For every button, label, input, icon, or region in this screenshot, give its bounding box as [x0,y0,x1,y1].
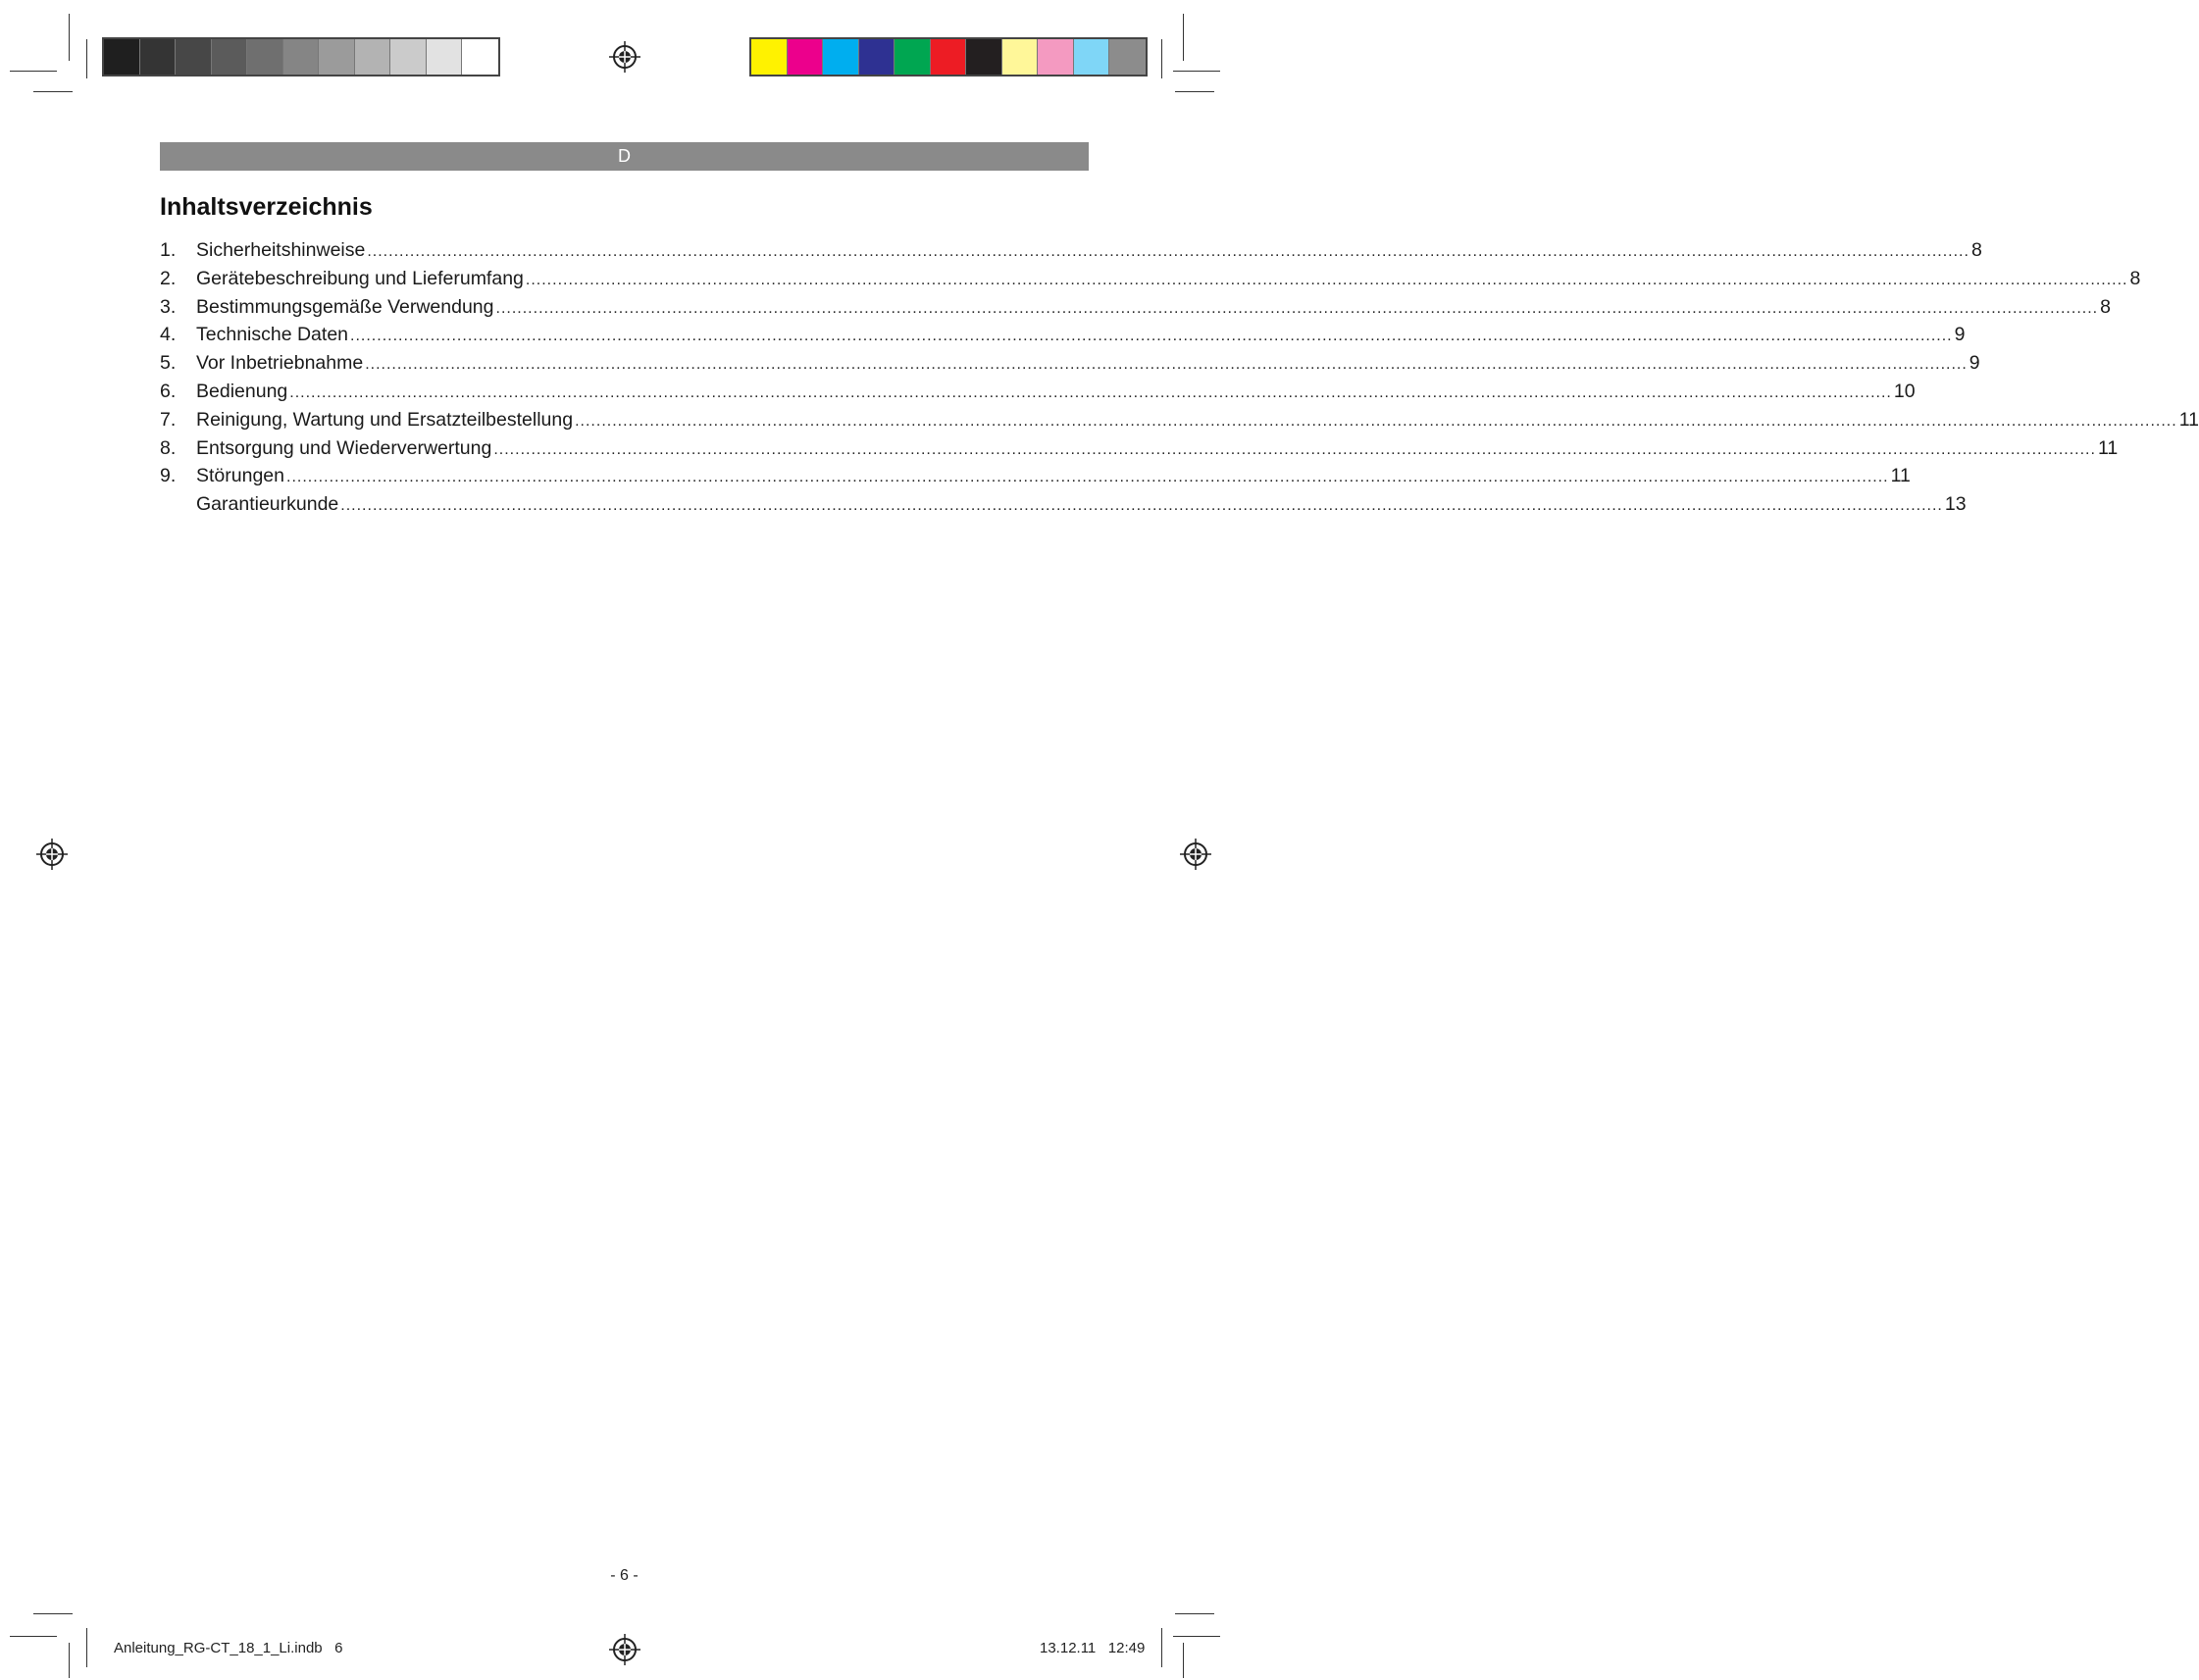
toc-leader-dots: ............................................................................................................................................................................................................................................................................................................ [365,356,1968,374]
color-swatch [859,39,895,75]
crop-mark [33,91,73,92]
color-swatch [104,39,140,75]
crop-mark [1161,1628,1162,1667]
page-number: - 6 - [610,1567,639,1584]
color-swatch [966,39,1002,75]
toc-entry-page: 8 [2129,267,2141,289]
toc-entry-page: 8 [1970,239,1982,261]
color-swatch [895,39,931,75]
color-swatch [176,39,212,75]
toc-entry-page: 9 [1969,352,1980,375]
toc-leader-dots: ............................................................................................................................................................................................................................................................................................................ [525,271,2128,288]
crop-mark [86,1628,87,1667]
toc-entry-label: Entsorgung und Wiederverwertung [196,436,492,459]
color-swatch [247,39,283,75]
color-swatch [751,39,788,75]
toc-entry [160,267,2141,296]
toc-entry-label: Garantieurkunde [196,493,339,516]
toc-leader-dots: ............................................................................................................................................................................................................................................................................................................ [495,299,2099,317]
toc-entry [160,352,1980,381]
toc-entry-page: 11 [2097,436,2119,459]
toc-entry-label: Bestimmungsgemäße Verwendung [196,295,494,318]
toc-entry-number: 5. [160,352,177,375]
toc-leader-dots: ............................................................................................................................................................................................................................................................................................................ [340,497,1943,515]
page-title: Inhaltsverzeichnis [160,193,373,221]
toc-entry [160,295,2111,325]
toc-entry-number: 9. [160,465,177,487]
crop-mark [1161,39,1162,78]
toc-entry-page: 8 [2100,295,2111,318]
toc-entry [160,465,1911,493]
color-swatch [1109,39,1146,75]
color-swatch [462,39,498,75]
crop-mark [1175,1613,1214,1614]
toc-entry-number: 1. [160,239,177,261]
language-tab: D [160,142,1089,171]
color-swatch [212,39,248,75]
toc-entry-page: 10 [1893,380,1916,402]
crop-mark [1183,14,1184,61]
toc-entry-page: 9 [1954,324,1966,346]
toc-entry-number: 6. [160,380,177,402]
crop-mark [69,14,70,61]
toc-entry-label: Technische Daten [196,324,349,346]
toc-entry-label: Sicherheitshinweise [196,239,366,261]
color-swatch [823,39,859,75]
crop-mark [86,39,87,78]
registration-mark-icon [609,1634,640,1665]
toc-entry-label: Vor Inbetriebnahme [196,352,364,375]
toc-entry-number: 7. [160,408,177,431]
color-swatch [1038,39,1074,75]
toc-leader-dots: ............................................................................................................................................................................................................................................................................................................ [575,412,2177,430]
color-swatch [1002,39,1039,75]
color-swatch [355,39,391,75]
color-swatch [788,39,824,75]
color-swatch [427,39,463,75]
toc-entry-number: 3. [160,295,177,318]
crop-mark [10,71,57,72]
toc-entry-label: Bedienung [196,380,288,402]
toc-leader-dots: ............................................................................................................................................................................................................................................................................................................ [350,328,1953,345]
color-swatch [931,39,967,75]
toc-leader-dots: ............................................................................................................................................................................................................................................................................................................ [289,383,1892,401]
color-control-strip [749,37,1148,76]
toc-entry-number: 4. [160,324,177,346]
crop-mark [1183,1643,1184,1678]
toc-entry-page: 13 [1944,493,1967,516]
toc-entry-number: 8. [160,436,177,459]
toc-entry-number: 2. [160,267,177,289]
toc-entry-label: Reinigung, Wartung und Ersatzteilbestellung [196,408,574,431]
color-swatch [140,39,177,75]
table-of-contents [160,239,2199,522]
crop-mark [33,1613,73,1614]
color-swatch [1074,39,1110,75]
grayscale-control-strip [102,37,500,76]
color-swatch [319,39,355,75]
toc-entry-page: 11 [2178,408,2199,431]
crop-mark [1173,71,1220,72]
color-swatch [390,39,427,75]
toc-entry [160,239,1982,268]
toc-entry [160,324,1966,352]
registration-mark-icon [36,839,68,870]
toc-entry [160,408,2199,437]
registration-mark-icon [609,41,640,73]
color-swatch [283,39,320,75]
toc-leader-dots: ............................................................................................................................................................................................................................................................................................................ [286,469,1889,486]
crop-mark [1173,1636,1220,1637]
crop-mark [69,1643,70,1678]
toc-entry-label: Gerätebeschreibung und Lieferumfang [196,267,524,289]
print-slug-date: 13.12.11 12:49 [1040,1640,1146,1656]
toc-entry [160,436,2119,466]
toc-entry-page: 11 [1890,465,1911,487]
toc-leader-dots: ............................................................................................................................................................................................................................................................................................................ [367,243,1969,260]
toc-leader-dots: ............................................................................................................................................................................................................................................................................................................ [493,440,2096,458]
crop-mark [10,1636,57,1637]
crop-mark [1175,91,1214,92]
print-slug-file: Anleitung_RG-CT_18_1_Li.indb 6 [114,1640,343,1656]
toc-entry [160,380,1916,409]
registration-mark-icon [1180,839,1211,870]
toc-entry-label: Störungen [196,465,284,487]
toc-entry [160,493,1967,522]
